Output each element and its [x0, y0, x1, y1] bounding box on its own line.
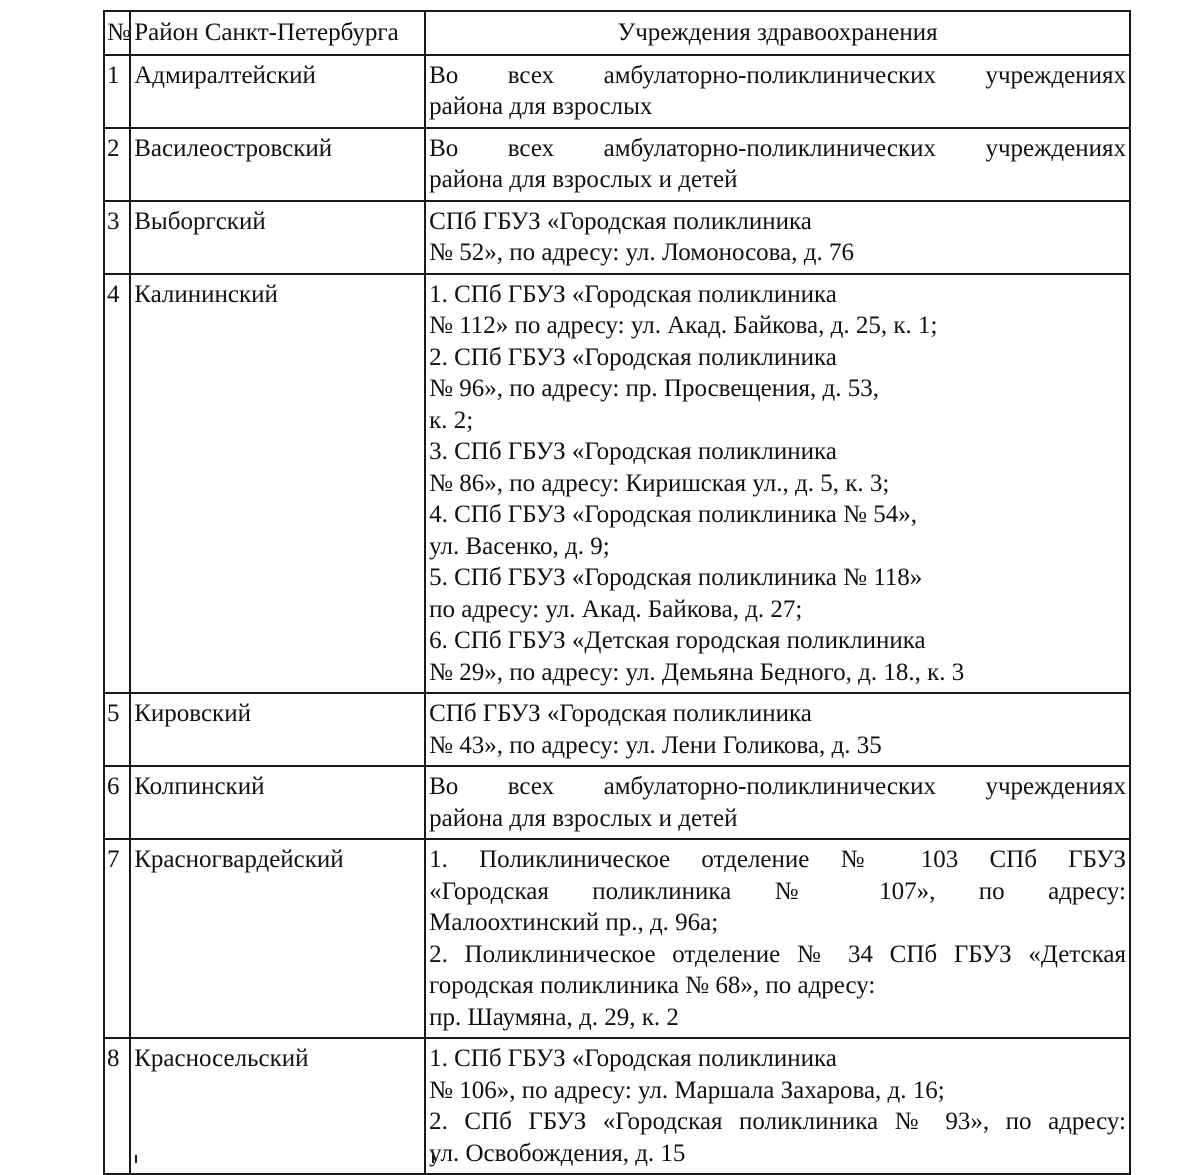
row-number: 8 [104, 1038, 130, 1174]
institutions-cell [425, 766, 1130, 839]
district-name: Адмиралтейский [130, 55, 425, 128]
institution-text-line: 2. СПб ГБУЗ «Городская поликлиника № 93», по адресу: [429, 1108, 1126, 1135]
row-number: 7 [104, 839, 130, 1038]
institution-text-line: 2. Поликлиническое отделение № 34 СПб ГБУЗ «Детская [429, 940, 1126, 968]
institution-text-line: № 106», по адресу: ул. Маршала Захарова, д. 16; [429, 1076, 945, 1104]
institution-text-line: 1. СПб ГБУЗ «Городская поликлиника [429, 1045, 837, 1072]
institution-text-line: к. 2; [429, 406, 474, 434]
district-name: Кировский [130, 693, 425, 766]
header-institutions: Учреждения здравоохранения [425, 11, 1130, 55]
district-name: Красногвардейский [130, 839, 425, 1038]
table-continuation-edge [103, 1155, 1131, 1163]
institutions-cell [425, 274, 1130, 694]
column-divider-1 [135, 1155, 137, 1163]
institution-text-line: № 112» по адресу: ул. Акад. Байкова, д. 25, к. 1; [429, 312, 938, 339]
institution-text-line: «Городская поликлиника № 107», по адресу: [429, 877, 1126, 905]
row-number: 1 [104, 55, 130, 128]
institution-text-line: № 96», по адресу: пр. Просвещения, д. 53, [429, 375, 879, 402]
row-number: 6 [104, 766, 130, 839]
institutions-cell [425, 201, 1130, 274]
institution-text-line: городская поликлиника № 68», по адресу: [429, 972, 876, 999]
institution-text-line: № 52», по адресу: ул. Ломоносова, д. 76 [429, 239, 854, 266]
healthcare-institutions-table [103, 10, 1131, 1175]
institution-text-line: 3. СПб ГБУЗ «Городская поликлиника [429, 438, 837, 465]
row-number: 2 [104, 128, 130, 201]
institution-text-line: СПб ГБУЗ «Городская поликлиника [429, 207, 812, 235]
table-row [104, 839, 1130, 1038]
institution-text-line: СПб ГБУЗ «Городская поликлиника [429, 700, 812, 727]
district-name: Василеостровский [130, 128, 425, 201]
column-divider-2 [432, 1155, 434, 1163]
institutions-cell [425, 839, 1130, 1038]
institution-text-line: района для взрослых и детей [429, 804, 738, 832]
institution-text-line: Во всех амбулаторно-поликлинических учреждениях [429, 61, 1126, 89]
institution-text-line: № 86», по адресу: Киришская ул., д. 5, к. 3; [429, 469, 890, 497]
institution-text-line: пр. Шаумяна, д. 29, к. 2 [429, 1003, 679, 1031]
institution-text-line: ул. Освобождения, д. 15 [429, 1139, 686, 1167]
header-number: № [104, 11, 130, 55]
institutions-cell [425, 128, 1130, 201]
table-row [104, 766, 1130, 839]
district-name: Красносельский [130, 1038, 425, 1174]
table-row [104, 274, 1130, 694]
institution-text-line: 6. СПб ГБУЗ «Детская городская поликлиника [429, 627, 926, 654]
table-row [104, 55, 1130, 128]
row-number: 4 [104, 274, 130, 694]
institutions-cell [425, 55, 1130, 128]
table-row [104, 128, 1130, 201]
row-number: 3 [104, 201, 130, 274]
institution-text-line: 5. СПб ГБУЗ «Городская поликлиника № 118» [429, 564, 923, 591]
institution-text-line: Во всех амбулаторно-поликлинических учреждениях [429, 134, 1126, 162]
district-name: Калининский [130, 274, 425, 694]
institution-text-line: Во всех амбулаторно-поликлинических учреждениях [429, 773, 1126, 800]
institution-text-line: 1. Поликлиническое отделение № 103 СПб ГБУЗ [429, 846, 1126, 873]
table-header-row [104, 11, 1130, 55]
institution-text-line: ул. Васенко, д. 9; [429, 532, 610, 560]
institution-text-line: района для взрослых [429, 93, 653, 120]
institution-text-line: № 43», по адресу: ул. Лени Голикова, д. 35 [429, 731, 882, 759]
institution-text-line: по адресу: ул. Акад. Байкова, д. 27; [429, 595, 803, 623]
district-name: Выборгский [130, 201, 425, 274]
institutions-cell [425, 1038, 1130, 1174]
table-row [104, 201, 1130, 274]
institution-text-line: № 29», по адресу: ул. Демьяна Бедного, д. 18., к. 3 [429, 658, 965, 686]
institutions-cell [425, 693, 1130, 766]
institution-text-line: 2. СПб ГБУЗ «Городская поликлиника [429, 343, 837, 371]
institution-text-line: Малоохтинский пр., д. 96а; [429, 909, 719, 936]
table-row [104, 1038, 1130, 1174]
district-name: Колпинский [130, 766, 425, 839]
row-number: 5 [104, 693, 130, 766]
table-row [104, 693, 1130, 766]
header-district: Район Санкт-Петербурга [130, 11, 425, 55]
institution-text-line: 4. СПб ГБУЗ «Городская поликлиника № 54», [429, 501, 917, 528]
table-body [104, 55, 1130, 1175]
institution-text-line: 1. СПб ГБУЗ «Городская поликлиника [429, 280, 837, 308]
institution-text-line: района для взрослых и детей [429, 166, 738, 193]
